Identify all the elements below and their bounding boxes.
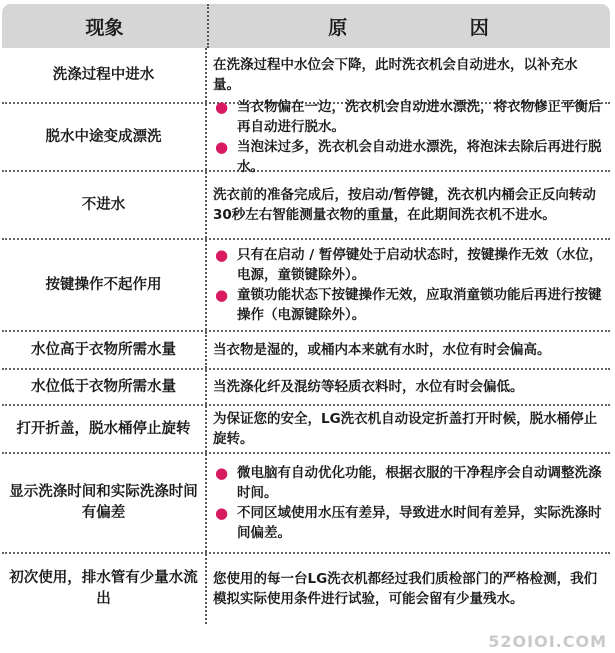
bullet-icon: ● <box>215 138 229 156</box>
cause-bullet-item <box>213 285 604 325</box>
cause-text: 为保证您的安全，LG洗衣机自动设定折盖打开时候，脱水桶停止旋转。 <box>213 411 598 447</box>
symptom-cell: 打开折盖，脱水桶停止旋转 <box>2 406 207 452</box>
cause-cell <box>207 554 610 624</box>
symptom-cell: 脱水中途变成漂洗 <box>2 104 207 170</box>
cause-text: 当衣物偏在一边，洗衣机会自动进水漂洗，将衣物修正平衡后再自动进行脱水。 <box>237 99 602 135</box>
table-row <box>2 48 610 104</box>
troubleshooting-table <box>2 4 610 624</box>
header-symptom: 现象 <box>85 16 124 39</box>
symptom-cell: 按键操作不起作用 <box>2 240 207 330</box>
bullet-icon: ● <box>215 246 229 264</box>
table-header <box>2 4 610 48</box>
cause-text: 当衣物是湿的，或桶内本来就有水时，水位有时会偏高。 <box>213 342 551 358</box>
symptom-cell: 初次使用，排水管有少量水流出 <box>2 554 207 624</box>
cause-cell <box>207 370 610 404</box>
cause-bullet-item <box>213 463 604 503</box>
bullet-icon: ● <box>215 464 229 482</box>
cause-bullet-item <box>213 97 604 137</box>
cause-cell <box>207 98 610 175</box>
header-divider <box>207 4 209 48</box>
table-row <box>2 98 610 175</box>
header-cause-char2: 因 <box>469 16 489 39</box>
symptom-cell: 水位低于衣物所需水量 <box>2 370 207 404</box>
bullet-icon: ● <box>215 504 229 522</box>
cause-cell <box>207 172 610 238</box>
table-row <box>2 172 610 240</box>
symptom-cell: 不进水 <box>2 172 207 238</box>
cause-text: 童锁功能状态下按键操作无效，应取消童锁功能后再进行按键操作（电源键除外）。 <box>237 287 602 323</box>
cause-bullet-item <box>213 503 604 543</box>
table-row <box>2 454 610 554</box>
cause-bullet-item <box>213 137 604 177</box>
cause-cell <box>207 454 610 552</box>
bullet-icon: ● <box>215 98 229 116</box>
cause-text: 微电脑有自动优化功能，根据衣服的干净程序会自动调整洗涤时间。 <box>237 465 602 501</box>
header-cause <box>207 13 610 40</box>
cause-text: 只有在启动 / 暂停键处于启动状态时，按键操作无效（水位，电源，童锁键除外）。 <box>237 247 603 283</box>
cause-cell <box>207 48 610 102</box>
cause-text: 当洗涤化纤及混纺等轻质衣料时，水位有时会偏低。 <box>213 379 524 395</box>
table-row <box>2 370 610 406</box>
header-cause-char1: 原 <box>328 16 348 39</box>
watermark: 52OIOI.COM <box>488 632 607 651</box>
symptom-cell: 显示洗涤时间和实际洗涤时间有偏差 <box>2 454 207 552</box>
table-row <box>2 332 610 370</box>
cause-cell <box>207 332 610 368</box>
table-body <box>2 48 610 624</box>
symptom-cell: 洗涤过程中进水 <box>2 48 207 102</box>
cause-cell <box>207 406 610 452</box>
cause-text: 洗衣前的准备完成后，按启动/暂停键，洗衣机内桶会正反向转动30秒左右智能测量衣物的重量，在此期间洗衣机不进水。 <box>213 187 596 223</box>
cause-text: 不同区域使用水压有差异，导致进水时间有差异，实际洗涤时间偏差。 <box>237 505 602 541</box>
table-row <box>2 406 610 454</box>
table-row <box>2 240 610 332</box>
cause-bullet-item <box>213 245 604 285</box>
symptom-cell: 水位高于衣物所需水量 <box>2 332 207 368</box>
table-row <box>2 554 610 624</box>
cause-cell <box>207 240 610 330</box>
cause-text: 您使用的每一台LG洗衣机都经过我们质检部门的严格检测，我们模拟实际使用条件进行试验，可能会留有少量残水。 <box>213 571 598 607</box>
bullet-icon: ● <box>215 286 229 304</box>
cause-text: 在洗涤过程中水位会下降，此时洗衣机会自动进水，以补充水量。 <box>213 57 578 93</box>
cause-text: 当泡沫过多，洗衣机会自动进水漂洗，将泡沫去除后再进行脱水。 <box>237 139 602 175</box>
